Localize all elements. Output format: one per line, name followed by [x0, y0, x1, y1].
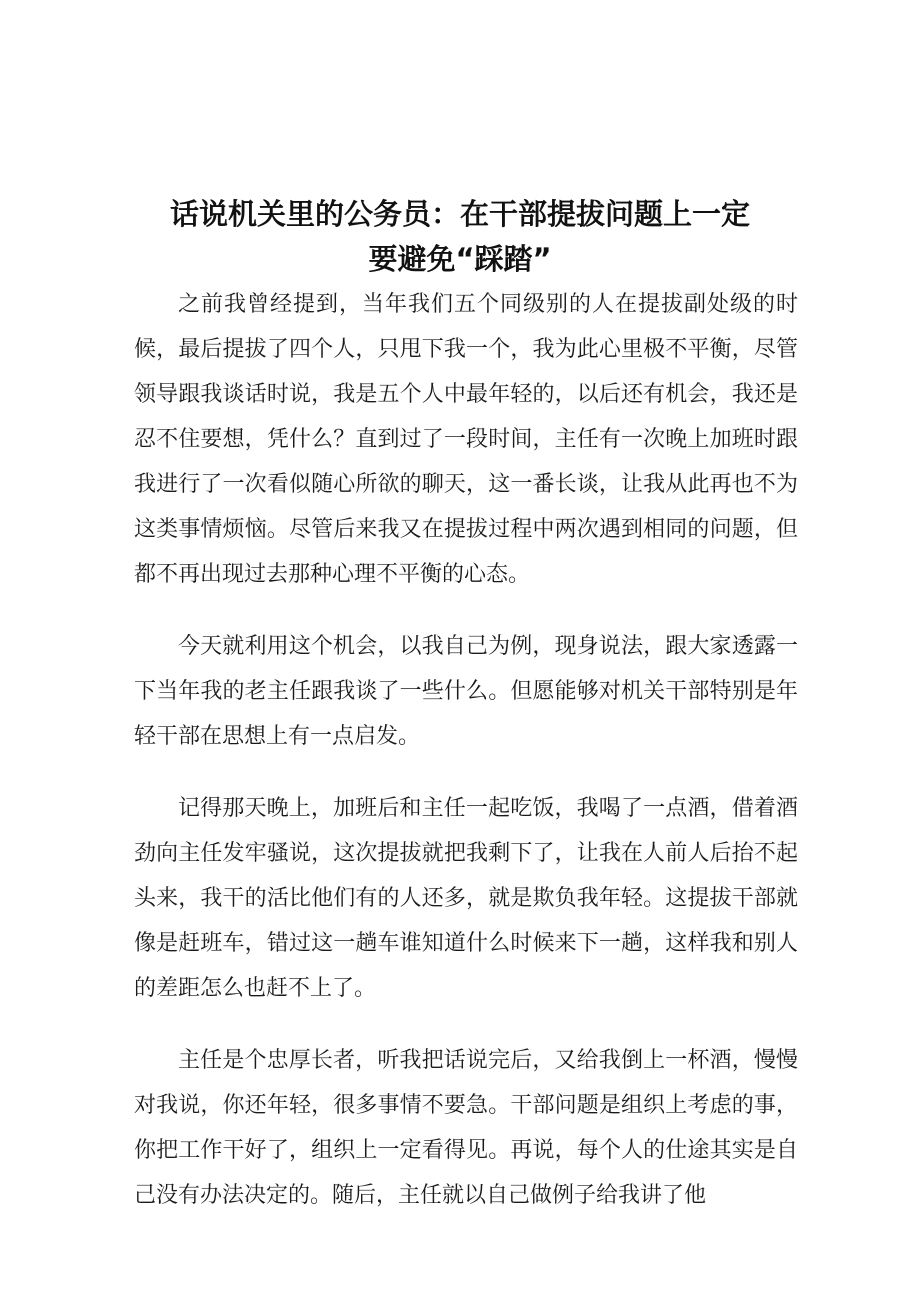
paragraph-4: 主任是个忠厚长者，听我把话说完后，又给我倒上一杯酒，慢慢对我说，你还年轻，很多事情不要急。干部问题是组织上考虑的事，你把工作干好了，组织上一定看得见。再说，每个人的仕途其实是自己没有办法决定的。随后，主任就以自己做例子给我讲了他: [134, 1048, 798, 1208]
paragraph-3: 记得那天晚上，加班后和主任一起吃饭，我喝了一点酒，借着酒劲向主任发牢骚说，这次提拔就把我剩下了，让我在人前人后抬不起头来，我干的活比他们有的人还多，就是欺负我年轻。这提拔干部就像是赶班车，错过这一趟车谁知道什么时候来下一趟，这样我和别人的差距怎么也赶不上了。: [134, 796, 798, 1001]
title-line-1: 话说机关里的公务员：在干部提拔问题上一定: [169, 197, 750, 231]
paragraph-2: 今天就利用这个机会，以我自己为例，现身说法，跟大家透露一下当年我的老主任跟我谈了一些什么。但愿能够对机关干部特别是年轻干部在思想上有一点启发。: [134, 634, 798, 749]
document-title: [120, 192, 800, 282]
document-body: [134, 282, 798, 1245]
title-line-2: 要避免“踩踏”: [368, 242, 552, 276]
paragraph-1: 之前我曾经提到，当年我们五个同级别的人在提拔副处级的时候，最后提拔了四个人，只甩下我一个，我为此心里极不平衡，尽管领导跟我谈话时说，我是五个人中最年轻的，以后还有机会，我还是忍不住要想，凭什么？直到过了一段时间，主任有一次晚上加班时跟我进行了一次看似随心所欲的聊天，这一番长谈，让我从此再也不为这类事情烦恼。尽管后来我又在提拔过程中两次遇到相同的问题，但都不再出现过去那种心理不平衡的心态。: [134, 292, 798, 587]
